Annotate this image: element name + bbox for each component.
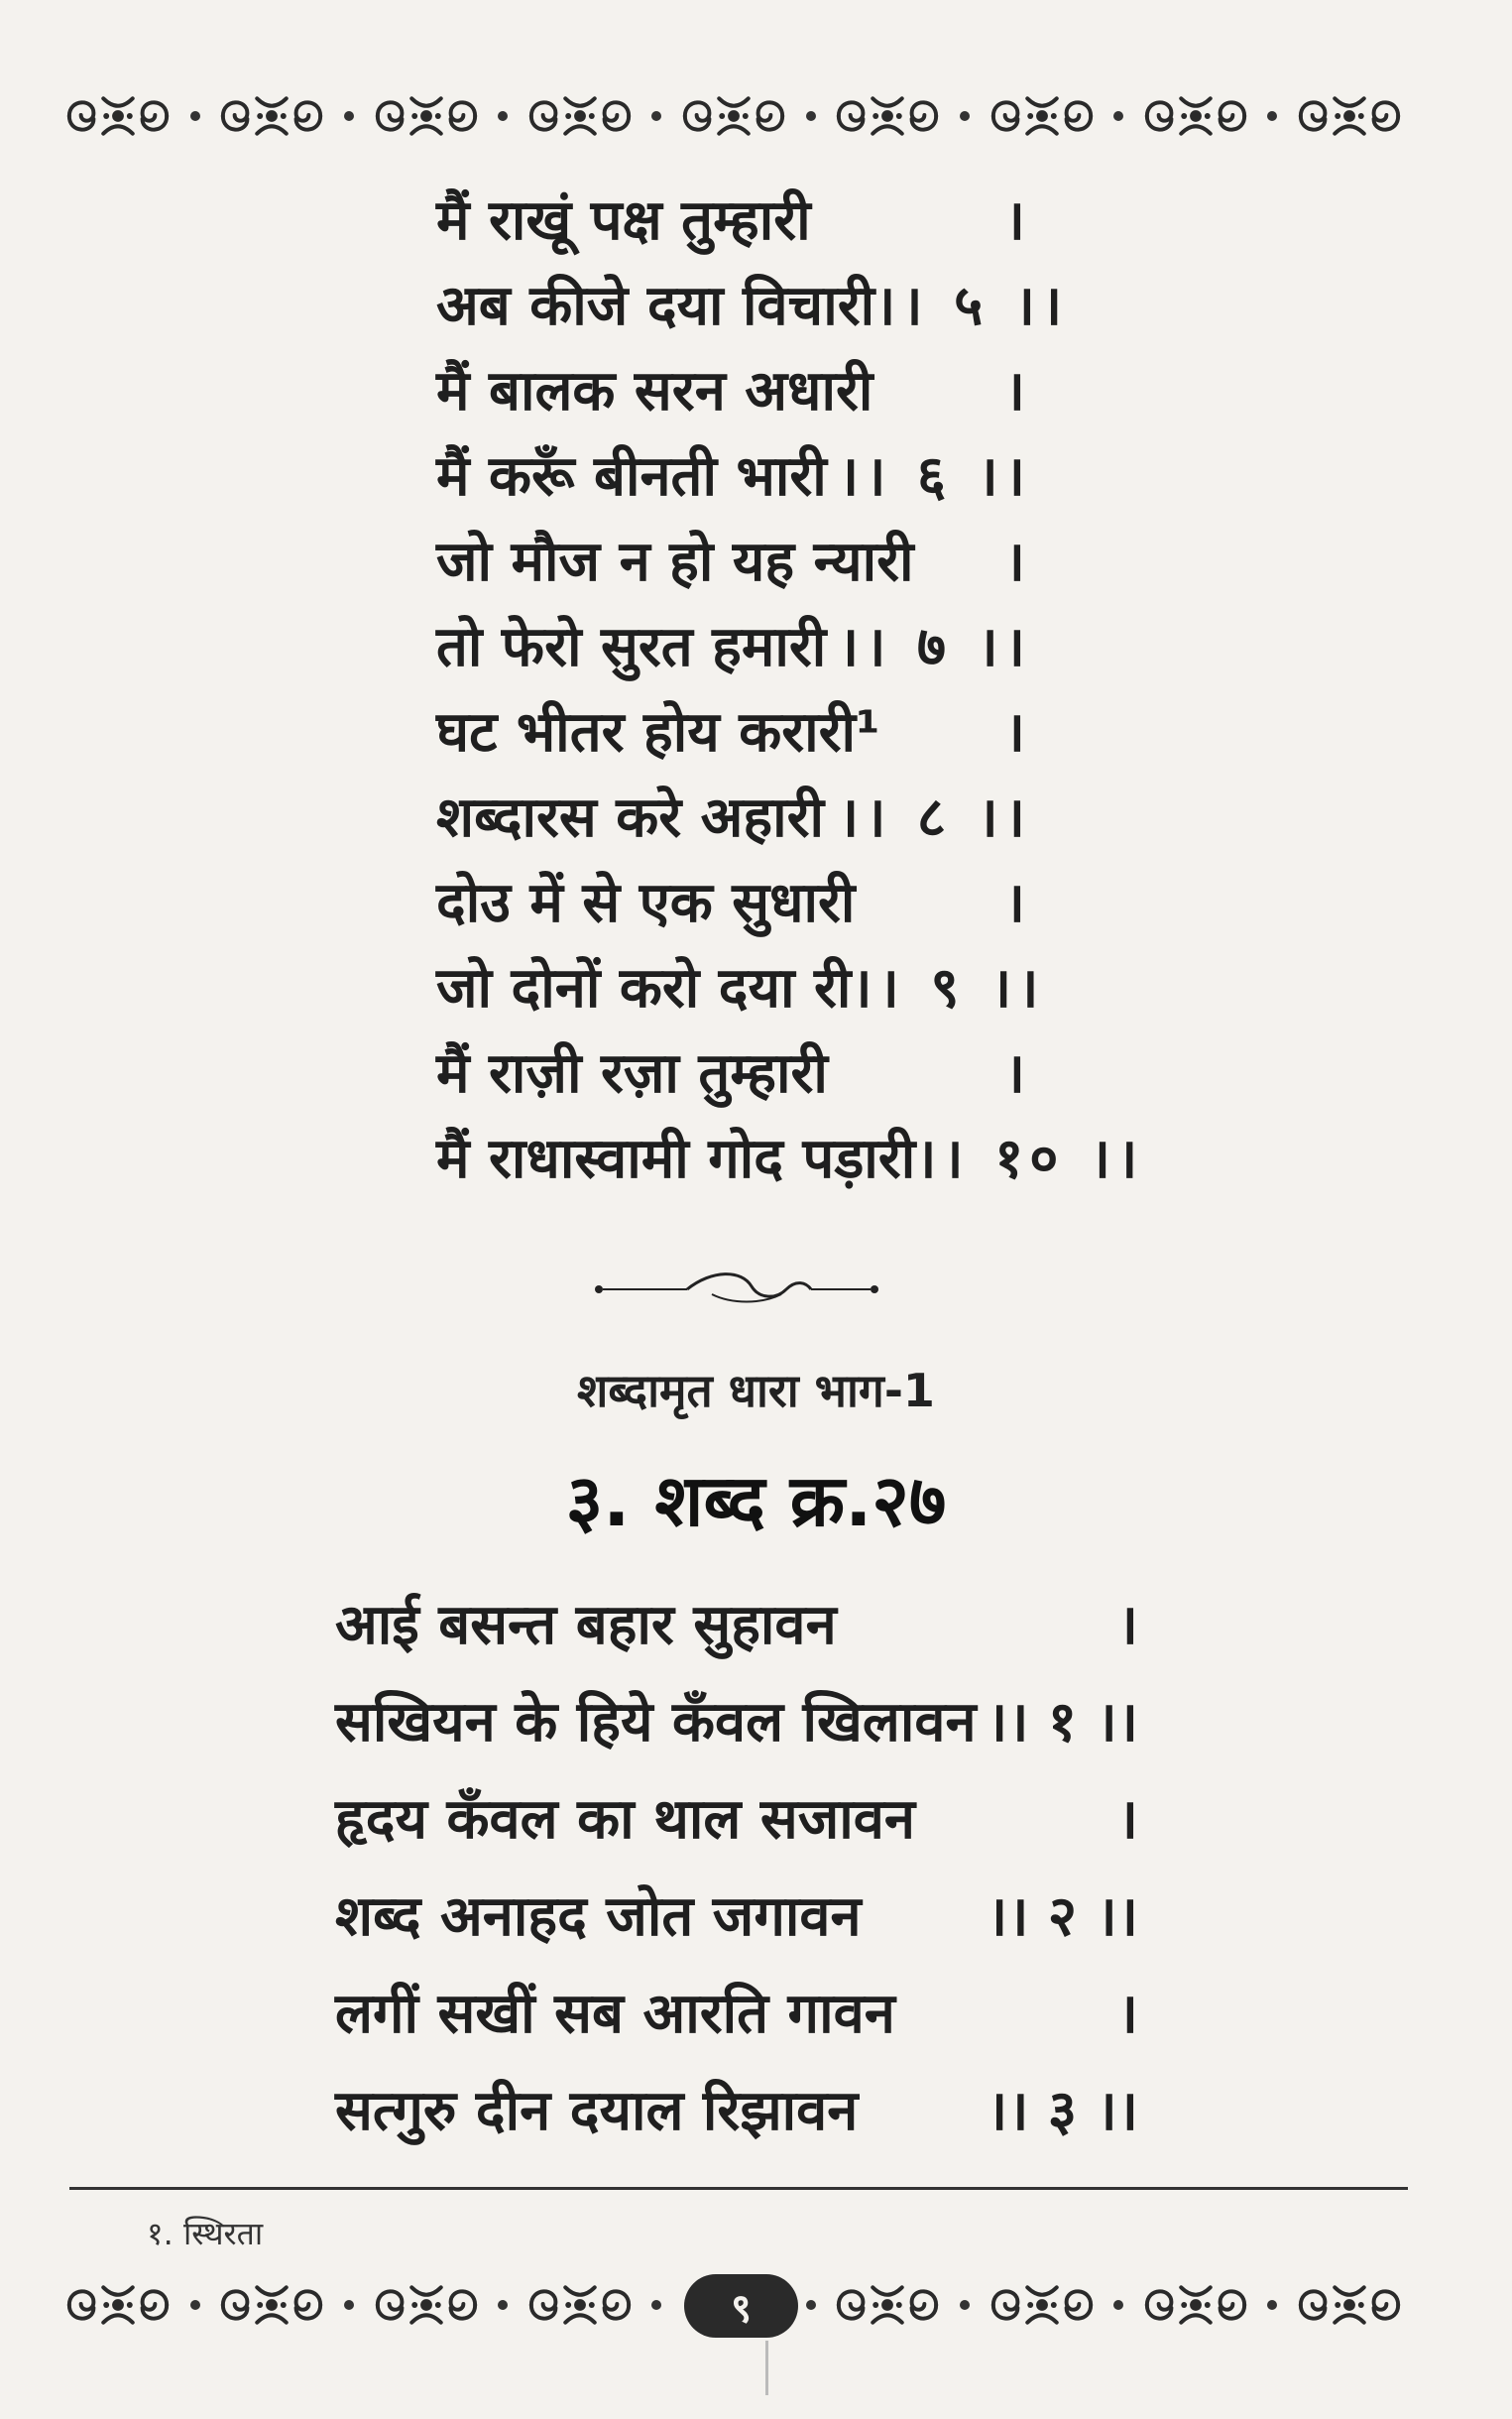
verse-end-mark: । (1003, 1041, 1031, 1106)
floral-ornament-icon (1137, 2277, 1254, 2333)
floral-ornament-icon (1291, 88, 1408, 144)
verse-text: सत्गुरु दीन दयाल रिझावन (335, 2079, 859, 2143)
verse-end-mark: ।। ५ ।। (874, 274, 1069, 338)
footnote-divider (69, 2187, 1408, 2190)
verse-text: आई बसन्त बहार सुहावन (335, 1593, 837, 1657)
verse-end-mark: । (1003, 700, 1031, 765)
border-dot (498, 2300, 508, 2310)
verse-text: दोउ में से एक सुधारी (436, 871, 856, 935)
verse-line (436, 690, 1031, 776)
floral-ornament-icon (829, 2277, 946, 2333)
border-dot (1113, 2300, 1123, 2310)
floral-ornament-icon (59, 88, 176, 144)
stanza-one (436, 179, 1144, 1202)
verse-end-mark: । (1116, 1982, 1138, 2046)
verse-end-mark: ।। ९ ।। (851, 956, 1045, 1021)
verse-line (436, 1117, 1144, 1202)
floral-ornament-icon (368, 88, 485, 144)
verse-text: मैं करूँ बीनती भारी (436, 444, 827, 509)
border-dot (498, 111, 508, 121)
verse-line (436, 179, 1031, 264)
verse-text: जो दोनों करो दया री (436, 956, 852, 1021)
floral-ornament-icon (675, 88, 792, 144)
verse-end-mark: ।। १ ।। (986, 1690, 1138, 1754)
verse-line (436, 605, 1031, 690)
verse-line (436, 264, 1069, 349)
verse-end-mark: । (1003, 871, 1031, 935)
floral-ornament-icon (368, 2277, 485, 2333)
verse-line (335, 1674, 1138, 1771)
verse-end-mark: ।। ८ ।। (837, 786, 1031, 850)
verse-end-mark: । (1003, 530, 1031, 594)
verse-line (436, 434, 1031, 520)
floral-ornament-icon (829, 88, 946, 144)
verse-text: मैं राधास्वामी गोद पड़ारी (436, 1127, 916, 1191)
verse-text: हृदय कँवल का थाल सजावन (335, 1787, 916, 1852)
book-title: शब्दामृत धारा भाग-1 (577, 1364, 935, 1417)
hymn-title: ३. शब्द क्र.२७ (565, 1459, 947, 1542)
verse-line (335, 1771, 1138, 1869)
footnote: १. स्थिरता (147, 2215, 264, 2252)
verse-end-mark: ।। ७ ।। (837, 615, 1031, 679)
verse-text: सखियन के हिये कँवल खिलावन (335, 1690, 977, 1754)
verse-text: मैं बालक सरन अधारी (436, 359, 873, 423)
verse-text: लगीं सखीं सब आरति गावन (335, 1982, 895, 2046)
floral-ornament-icon (213, 88, 330, 144)
border-dot (190, 111, 200, 121)
floral-ornament-icon (984, 2277, 1101, 2333)
verse-line (335, 1577, 1138, 1674)
stanza-two (335, 1577, 1138, 2160)
border-dot (806, 2300, 816, 2310)
verse-line (335, 2063, 1138, 2160)
floral-ornament-icon (522, 2277, 639, 2333)
verse-end-mark: । (1116, 1593, 1138, 1657)
verse-text: शब्दारस करे अहारी (436, 786, 825, 850)
verse-text: जो मौज न हो यह न्यारी (436, 530, 914, 594)
verse-line (436, 776, 1031, 861)
border-dot (1267, 2300, 1277, 2310)
top-ornamental-border (59, 81, 1408, 151)
verse-line (436, 946, 1045, 1031)
verse-end-mark: ।। १० ।। (915, 1127, 1144, 1191)
floral-ornament-icon (1291, 2277, 1408, 2333)
verse-text: मैं राज़ी रज़ा तुम्हारी (436, 1041, 828, 1106)
floral-ornament-icon (522, 88, 639, 144)
page-number-badge (684, 2274, 798, 2338)
border-dot (1267, 111, 1277, 121)
verse-end-mark: ।। ३ ।। (986, 2079, 1138, 2143)
border-dot (806, 111, 816, 121)
verse-line (436, 349, 1031, 434)
floral-ornament-icon (59, 2277, 176, 2333)
verse-text: शब्द अनाहद जोत जगावन (335, 1884, 862, 1949)
verse-text: अब कीजे दया विचारी (436, 274, 875, 338)
verse-end-mark: । (1116, 1787, 1138, 1852)
floral-ornament-icon (984, 88, 1101, 144)
verse-end-mark: ।। ६ ।। (837, 444, 1031, 509)
verse-line (335, 1869, 1138, 1966)
border-dot (651, 111, 661, 121)
border-dot (344, 2300, 354, 2310)
verse-end-mark: । (1003, 359, 1031, 423)
floral-ornament-icon (213, 2277, 330, 2333)
border-dot (1113, 111, 1123, 121)
verse-end-mark: । (1003, 188, 1031, 253)
verse-text: तो फेरो सुरत हमारी (436, 615, 827, 679)
border-dot (960, 111, 970, 121)
border-dot (651, 2300, 661, 2310)
border-dot (960, 2300, 970, 2310)
verse-line (436, 520, 1031, 605)
verse-line (335, 1966, 1138, 2063)
verse-text: घट भीतर होय करारी¹ (436, 700, 880, 765)
verse-text: मैं राखूं पक्ष तुम्हारी (436, 188, 811, 253)
floral-ornament-icon (1137, 88, 1254, 144)
verse-end-mark: ।। २ ।। (986, 1884, 1138, 1949)
binding-mark (765, 2341, 768, 2395)
border-dot (190, 2300, 200, 2310)
section-separator-flourish (593, 1265, 880, 1314)
border-dot (344, 111, 354, 121)
page-number: ९ (731, 2285, 752, 2332)
verse-line (436, 861, 1031, 946)
verse-line (436, 1031, 1031, 1117)
